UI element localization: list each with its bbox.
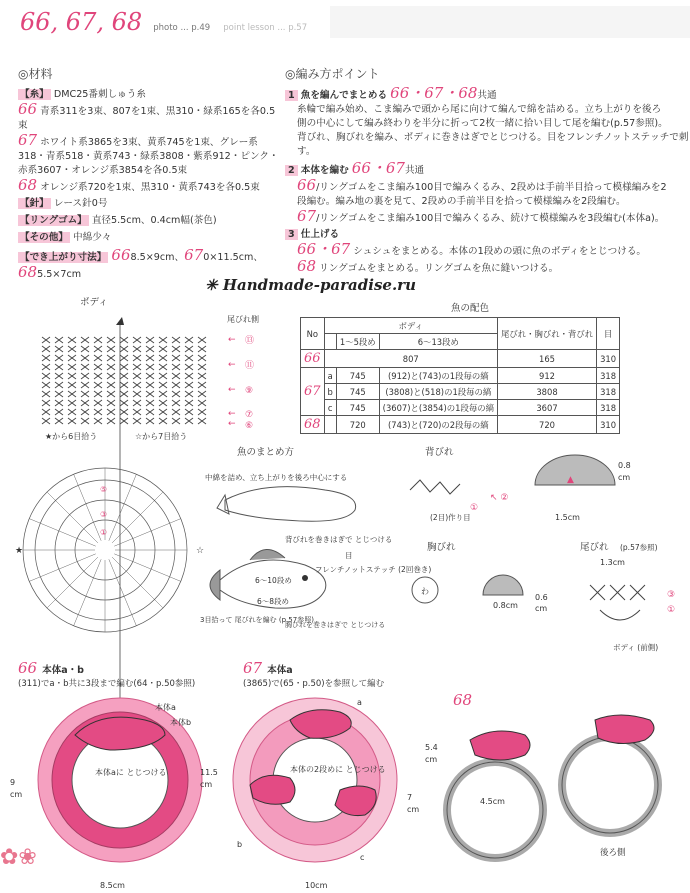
materials-line: 【リングゴム】 直径5.5cm、0.4cm幅(茶色): [20, 215, 217, 226]
svg-text:後ろ側: 後ろ側: [600, 848, 626, 858]
assembly-note: 中綿を詰め、立ち上がりを後ろ中心にする: [205, 473, 348, 482]
table-row: 67 a 745 (912)と(743)の1段毎の縞 912 318: [301, 368, 620, 384]
color-table: [300, 317, 620, 434]
color-table-section: [300, 300, 640, 434]
svg-text:0.8cm: 0.8cm: [493, 601, 518, 610]
svg-text:3目拾って 尾びれを編む (p.57参照): 3目拾って 尾びれを編む (p.57参照): [200, 616, 314, 624]
step-1-heading: 1 魚を編んでまとめる 66・67・68共通: [285, 86, 685, 103]
step-1-text: 背びれ、胸びれを編み、ボディに巻きはぎでとじつける。目をフレンチノットステッチで刺: [297, 132, 689, 143]
svg-text:cm: cm: [10, 790, 23, 799]
svg-text:(2目)作り目: (2目)作り目: [430, 513, 471, 522]
materials-line: 66 青系311を3束、807を1束、黒310・緑系165を各0.5: [18, 100, 276, 118]
svg-text:6〜8段め: 6〜8段め: [257, 597, 290, 606]
svg-text:cm: cm: [618, 473, 631, 482]
row-label: ⑬: [245, 336, 255, 346]
svg-text:9: 9: [10, 778, 16, 787]
svg-text:↖ ②: ↖ ②: [490, 493, 509, 503]
table-row: c 745 (3607)と(3854)の1段毎の縞 3607 318: [301, 400, 620, 416]
svg-text:①: ①: [667, 605, 676, 615]
svg-text:a: a: [357, 698, 362, 707]
svg-text:目: 目: [345, 551, 353, 560]
table-row: b 745 (3808)と(518)の1段毎の縞 3808 318: [301, 384, 620, 400]
table-head: 1〜5段め: [336, 334, 379, 350]
svg-text:③: ③: [667, 590, 676, 600]
page-title: [20, 8, 307, 36]
points-section: [285, 65, 689, 276]
step-3-text: 68 リングゴムをまとめる。リングゴムを魚に縫いつける。: [297, 257, 559, 275]
color-table-title: 魚の配色: [450, 303, 489, 314]
step-2-heading: 2 本体を編む 66・67共通: [285, 161, 685, 178]
assembly-title: 魚のまとめ方: [237, 447, 295, 458]
table-head: No: [301, 318, 325, 350]
svg-text:1.5cm: 1.5cm: [555, 513, 580, 522]
svg-text:b: b: [237, 840, 243, 849]
svg-text:7: 7: [407, 793, 413, 802]
table-head: 尾びれ・胸びれ・背びれ: [497, 318, 596, 350]
svg-text:8.5cm: 8.5cm: [100, 881, 125, 890]
arrow-left-icon: ←: [228, 409, 236, 419]
svg-text:本体aに とじつける: 本体aに とじつける: [95, 768, 167, 777]
arrow-left-icon: ←: [228, 419, 236, 429]
row-label: ⑪: [245, 361, 255, 371]
from-right-label: ☆から7目拾う: [135, 432, 188, 441]
eye-dot: [302, 575, 308, 581]
finished-68-diagram: [420, 700, 690, 893]
from-left-label: ★から6目拾う: [45, 432, 98, 441]
materials-heading: ◎材料: [18, 67, 53, 81]
pectoral-title: 胸びれ: [427, 542, 456, 553]
round-spoke: [74, 474, 102, 541]
svg-text:1.3cm: 1.3cm: [600, 558, 625, 567]
materials-line: 685.5×7cm: [18, 263, 82, 281]
svg-text:10cm: 10cm: [305, 881, 328, 890]
row-label: ⑦: [245, 410, 254, 420]
row-label: ⑥: [245, 421, 254, 431]
table-row: 66 807 165 310: [301, 350, 620, 368]
svg-text:胸びれを巻きはぎで とじつける: 胸びれを巻きはぎで とじつける: [285, 621, 386, 629]
step-1-text: す。: [297, 146, 316, 157]
dorsal-title: 背びれ: [425, 447, 454, 458]
body-chart-title: ボディ: [80, 297, 108, 308]
round-spoke: [47, 557, 98, 608]
materials-line: 赤系3607・オレンジ系3854を各0.5束: [18, 165, 188, 176]
svg-text:c: c: [360, 853, 365, 862]
svg-text:①: ①: [470, 503, 479, 513]
svg-text:本体b: 本体b: [170, 718, 192, 727]
step-2-text: 67/リングゴムをこま編み100目で編みくるみ、続けて模様編みを3段編む(本体a)。: [297, 207, 665, 225]
svg-text:0.6: 0.6: [535, 593, 548, 602]
stitch-grid: [42, 337, 206, 424]
materials-line: 束: [18, 120, 28, 131]
round-spoke: [109, 559, 137, 626]
materials-line: 【その他】 中綿少々: [20, 232, 112, 243]
materials-section: [18, 65, 288, 282]
header-ghost: [330, 6, 690, 38]
svg-text:11.5: 11.5: [200, 768, 218, 777]
arrow-left-icon: ←: [228, 335, 236, 345]
svg-text:cm: cm: [200, 780, 213, 789]
finished-68-header: 68: [453, 691, 473, 709]
step-2-text: 66/リングゴムをこま編み100目で編みくるみ、2段めは手前半目拾って模様編みを2: [297, 176, 667, 194]
fish-assembly-diagram: [195, 440, 432, 645]
step-3-heading: 3 仕上げる: [285, 228, 685, 242]
round-label: ⑤: [100, 485, 108, 494]
watermark: ✳ Handmade-paradise.ru: [205, 276, 416, 294]
materials-line: 318・青系518・黄系743・緑系3808・紫系912・ピンク・: [18, 151, 279, 162]
svg-text:6〜10段め: 6〜10段め: [255, 576, 292, 585]
pattern-numbers: 66, 67, 68: [20, 8, 143, 36]
round-spoke: [114, 519, 181, 547]
finished-67-header: 67 本体a (3865)で(65・p.50)を参照して編む: [243, 659, 385, 689]
table-row: 68 720 (743)と(720)の2段毎の縞 720 310: [301, 416, 620, 434]
svg-text:cm: cm: [425, 755, 438, 764]
arrow-up-icon: ▲: [567, 475, 574, 485]
step-2-text: 段編む。編み地の裏を見て、2段めの手前半目を拾って模様編みを2段編む。: [297, 196, 626, 207]
table-head: ボディ: [324, 318, 497, 334]
round-spoke: [29, 519, 96, 547]
svg-text:ボディ (前側): ボディ (前側): [613, 643, 659, 652]
arrow-left-icon: ←: [228, 385, 236, 395]
svg-text:4.5cm: 4.5cm: [480, 797, 505, 806]
step-1-text: 糸輪で編み始め、こま編みで頭から尾に向けて編んで綿を詰める。立ち上がりを後ろ: [297, 104, 662, 115]
round-spoke: [47, 492, 98, 543]
step-3-text: 66・67 シュシュをまとめる。本体の1段めの頭に魚のボディをとじつける。: [297, 240, 647, 258]
svg-text:本体a: 本体a: [155, 703, 176, 712]
round-spoke: [109, 474, 137, 541]
round-spoke: [114, 554, 181, 582]
svg-text:cm: cm: [407, 805, 420, 814]
photo-ref: photo ... p.49: [153, 23, 211, 33]
tail-side-label: 尾びれ側: [227, 315, 259, 324]
materials-line: 【糸】 DMC25番刺しゅう糸: [20, 89, 146, 100]
svg-text:(p.57参照): (p.57参照): [620, 543, 658, 552]
svg-text:cm: cm: [535, 604, 548, 613]
round-label: ③: [100, 510, 108, 519]
table-head: 目: [597, 318, 620, 350]
svg-text:わ: わ: [421, 587, 429, 596]
point-lesson-ref: point lesson ... p.57: [223, 23, 308, 33]
tail-fin-title: 尾びれ: [580, 542, 609, 553]
finished-66-header: 66 本体a・b (311)でa・b共に3段まで編む(64・p.50参照): [18, 659, 196, 689]
svg-text:5.4: 5.4: [425, 743, 438, 752]
round-spoke: [29, 554, 96, 582]
materials-line: 68 オレンジ系720を1束、黒310・黄系743を各0.5束: [18, 176, 260, 194]
table-head: 6〜13段め: [379, 334, 497, 350]
step-1-text: 側の中心にして編み終わりを半分に折って2枚一緒に拾い目して尾を編む(p.57参照)。: [297, 118, 668, 129]
fins-diagrams: [405, 440, 690, 680]
row-label: ⑨: [245, 386, 254, 396]
star-outline-icon: ☆: [196, 546, 205, 556]
round-label: ①: [100, 528, 108, 537]
finished-67-diagram: [195, 690, 430, 893]
arrow-left-icon: ←: [228, 360, 236, 370]
svg-text:本体の2段めに とじつける: 本体の2段めに とじつける: [290, 765, 386, 774]
svg-text:0.8: 0.8: [618, 461, 631, 470]
materials-line: 67 ホワイト系3865を3束、黄系745を1束、グレー系: [18, 131, 258, 149]
round-spoke: [74, 559, 102, 626]
star-filled-icon: ★: [15, 546, 24, 556]
spider-icon: ✳: [205, 276, 218, 294]
svg-text:フレンチノットステッチ (2回巻き): フレンチノットステッチ (2回巻き): [315, 565, 432, 574]
materials-line: 【針】 レース針0号: [20, 198, 108, 209]
materials-line: 【でき上がり寸法】 668.5×9cm、670×11.5cm、: [20, 246, 263, 264]
points-heading: ◎編み方ポイント: [285, 67, 380, 81]
dorsal-note: 背びれを巻きはぎで とじつける: [285, 535, 393, 544]
flower-decoration-icon: ✿❀: [0, 845, 37, 870]
